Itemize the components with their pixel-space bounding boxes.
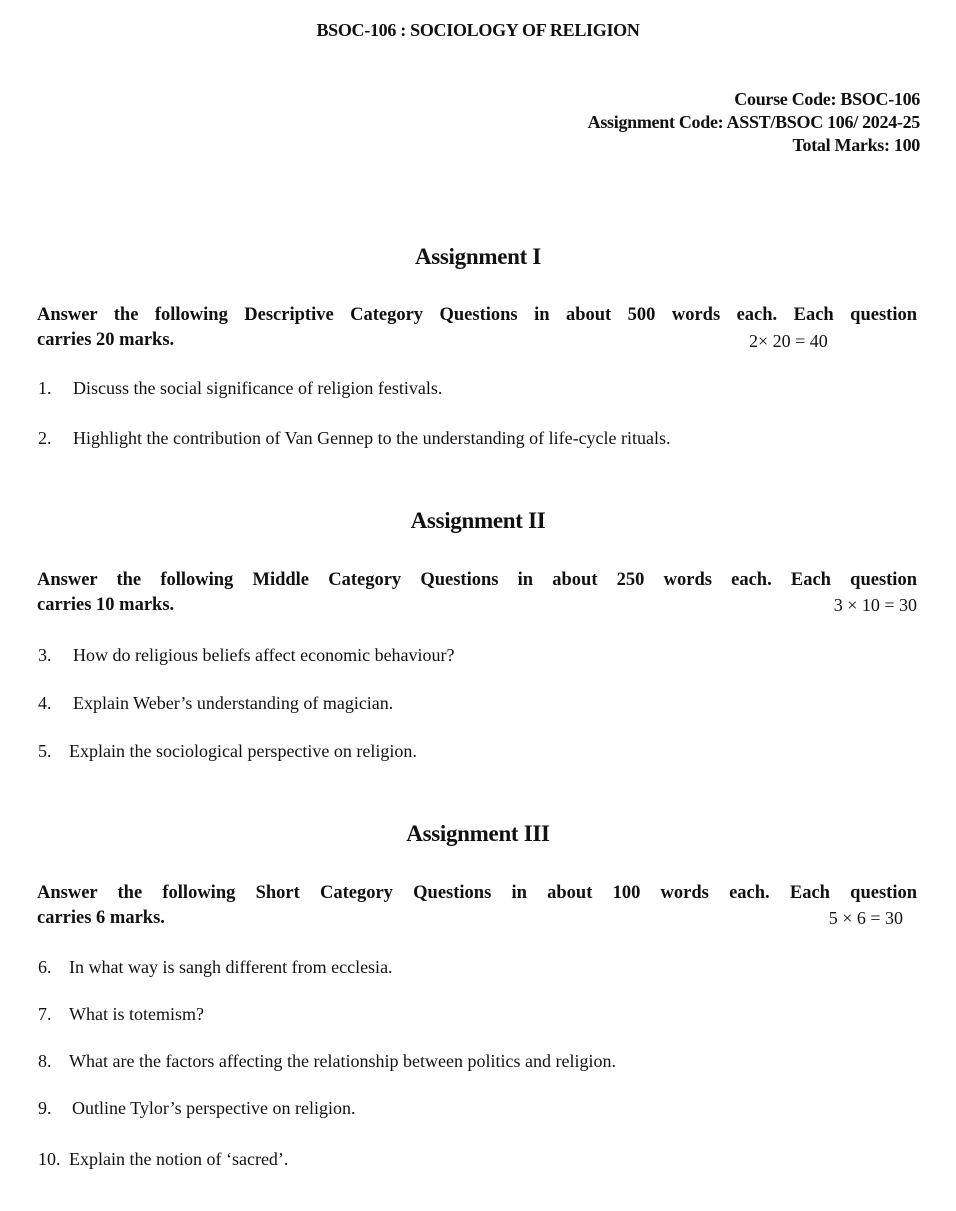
question-number: 9.	[38, 1098, 52, 1118]
question-item	[38, 1098, 356, 1119]
question-number: 5.	[38, 741, 52, 761]
instruction-line-2: carries 6 marks.	[37, 908, 165, 928]
question-text: Discuss the social significance of religion festivals.	[73, 378, 443, 398]
marks-formula-assignment-2: 3 × 10 = 30	[833, 595, 917, 615]
question-item	[38, 1004, 204, 1025]
instruction-line-1: Answer the following Short Category Questions in about 100 words each. Each question	[37, 883, 917, 903]
question-number: 6.	[38, 957, 52, 977]
document-title: BSOC-106 : SOCIOLOGY OF RELIGION	[316, 20, 640, 40]
question-number: 3.	[38, 645, 52, 665]
question-text: Explain the sociological perspective on religion.	[69, 741, 417, 761]
question-text: In what way is sangh different from ecclesia.	[69, 957, 393, 977]
question-number: 7.	[38, 1004, 52, 1024]
assignment-code: Assignment Code: ASST/BSOC 106/ 2024-25	[587, 112, 920, 132]
question-text: Explain the notion of ‘sacred’.	[69, 1149, 289, 1169]
marks-formula-assignment-1: 2× 20 = 40	[749, 331, 828, 351]
total-marks: Total Marks: 100	[792, 135, 920, 155]
question-number: 4.	[38, 693, 52, 713]
question-item	[38, 1051, 616, 1072]
course-meta-block	[588, 88, 920, 157]
question-item	[38, 1149, 288, 1170]
question-item	[38, 741, 417, 762]
question-text: What is totemism?	[69, 1004, 204, 1024]
question-text: Outline Tylor’s perspective on religion.	[72, 1098, 356, 1118]
question-item	[38, 645, 455, 666]
question-item	[38, 428, 671, 449]
question-item	[38, 693, 393, 714]
question-text: How do religious beliefs affect economic behaviour?	[73, 645, 455, 665]
question-text: What are the factors affecting the relationship between politics and religion.	[69, 1051, 616, 1071]
section-instruction-assignment-3	[37, 881, 917, 931]
marks-formula-assignment-3: 5 × 6 = 30	[828, 908, 903, 928]
question-item	[38, 957, 393, 978]
section-heading-assignment-1: Assignment I	[414, 244, 542, 269]
question-number: 2.	[38, 428, 52, 448]
question-number: 1.	[38, 378, 52, 398]
question-text: Explain Weber’s understanding of magician.	[73, 693, 394, 713]
instruction-line-1: Answer the following Descriptive Category Questions in about 500 words each. Each question	[37, 305, 917, 325]
question-number: 8.	[38, 1051, 52, 1071]
instruction-line-1: Answer the following Middle Category Questions in about 250 words each. Each question	[37, 570, 917, 590]
question-item	[38, 378, 442, 399]
section-instruction-assignment-2	[37, 568, 917, 618]
course-code: Course Code: BSOC-106	[734, 89, 920, 109]
section-heading-assignment-3: Assignment III	[406, 821, 550, 846]
question-text: Highlight the contribution of Van Gennep to the understanding of life-cycle rituals.	[73, 428, 671, 448]
question-number: 10.	[38, 1149, 61, 1169]
instruction-line-2: carries 10 marks.	[37, 595, 175, 615]
instruction-line-2: carries 20 marks.	[37, 330, 175, 350]
section-heading-assignment-2: Assignment II	[410, 508, 546, 533]
